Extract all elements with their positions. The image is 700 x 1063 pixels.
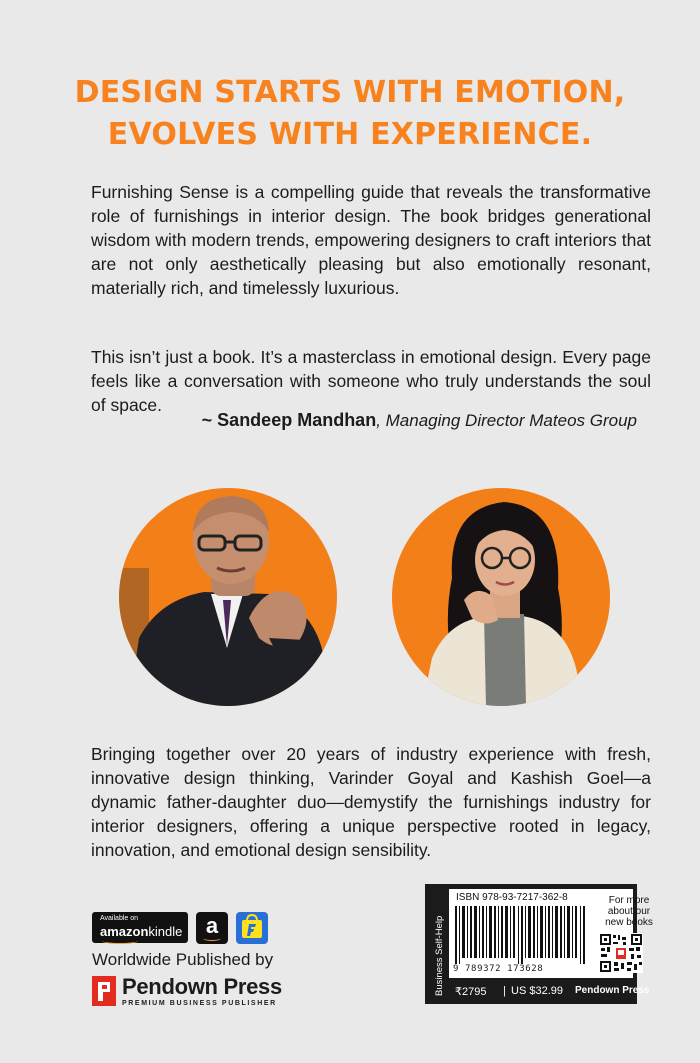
qr-caption: For more about our new books [605,895,653,928]
kindle-suffix: kindle [148,924,183,939]
attribution-prefix: ~ [201,410,218,430]
kindle-available-text: Available on [100,915,139,922]
isbn-number: ISBN 978-93-7217-362-8 [456,892,568,903]
kindle-wordmark [100,924,182,939]
price-inr: ₹2795 [455,986,487,998]
book-description: Furnishing Sense is a compelling guide that reveals the transformative role of furnishings in interior design. The book bridges generational wisdom with modern trends, empowering designers to craft interiors that are not only aesthetically pleasing but also emotionally resonant, materially rich, and timelessly luxurious. [91,182,651,298]
kindle-brand: amazon [100,924,149,939]
barcode-icon [455,906,589,964]
isbn-panel [449,889,653,978]
qr-code-icon[interactable] [599,933,643,973]
author-portrait-daughter [392,488,610,706]
authors-bio: Bringing together over 20 years of industry experience with fresh, innovative design thinking, Varinder Goyal and Kashish Goel—a dynamic father-daughter duo—demystify the furnishings industry for interior designers, offering a unique perspective rooted in legacy, innovation, and emotional design sensibility. [91,744,651,860]
price-row [449,983,650,1001]
flipkart-bag-icon [236,912,268,944]
headline-line-1: DESIGN STARTS WITH EMOTION, [74,75,626,110]
amazon-app-letter: a [205,913,219,938]
genre-label: Business Self-Help [434,915,445,996]
isbn-barcode-block [425,884,653,1004]
pendown-press-logo-icon [92,976,116,1006]
author-portrait-father [119,488,337,706]
price-separator: | [503,985,506,997]
publisher-name: Pendown Press [122,974,282,999]
flipkart-app-icon[interactable] [236,912,268,944]
barcode-digits: 9 789372 173628 [453,964,544,974]
publisher-tagline: PREMIUM BUSINESS PUBLISHER [122,1000,277,1007]
price-row-publisher: Pendown Press [575,985,650,996]
testimonial-attribution [91,410,637,431]
headline [0,72,700,156]
testimonial-text: This isn’t just a book. It’s a masterclass in emotional design. Every page feels like a conversation with someone who truly understands the soul of space. [91,347,651,415]
amazon-app-smile-icon [203,936,221,941]
testimonial-author-role: , Managing Director Mateos Group [376,411,637,430]
publisher-logo-block [92,974,292,1010]
worldwide-published-by: Worldwide Published by [92,950,274,969]
testimonial-author-name: Sandeep Mandhan [217,410,377,430]
price-usd: US $32.99 [511,985,563,997]
amazon-kindle-badge[interactable] [92,912,188,943]
headline-line-2: EVOLVES WITH EXPERIENCE. [107,117,593,152]
amazon-app-icon[interactable] [196,912,228,944]
amazon-smile-icon [102,938,138,944]
